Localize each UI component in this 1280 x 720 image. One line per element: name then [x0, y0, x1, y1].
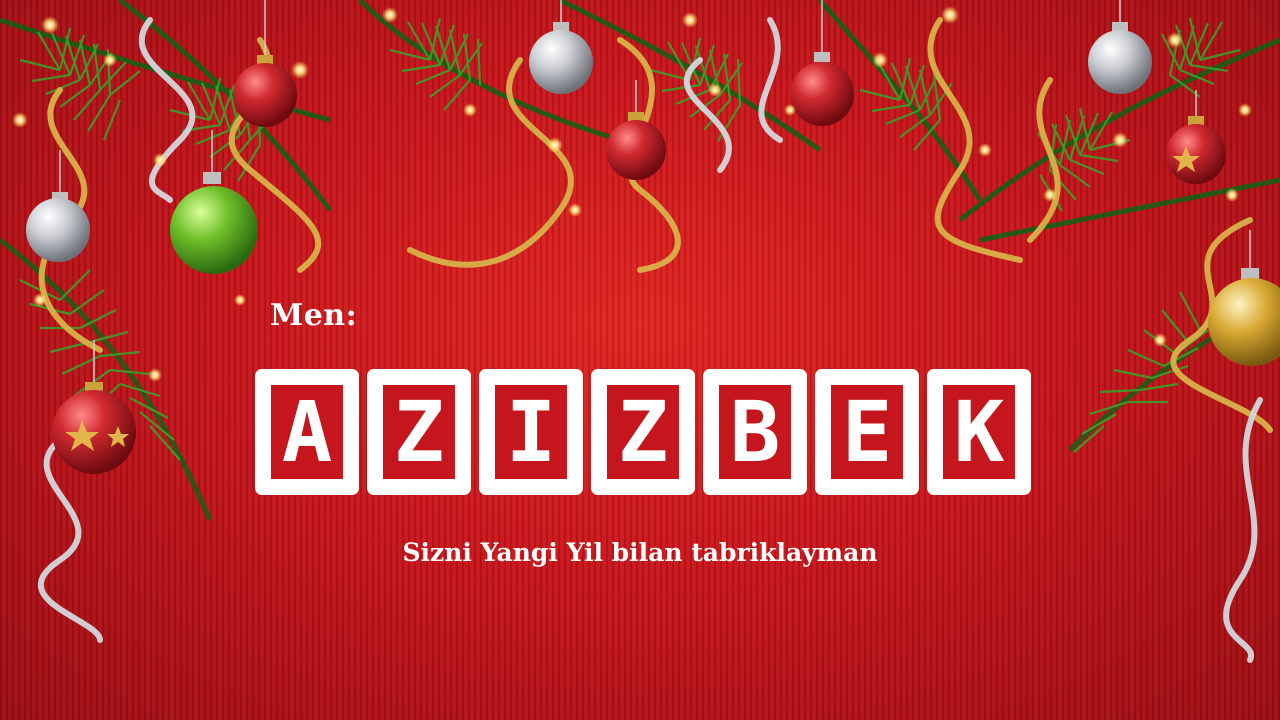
bauble-gold-1	[1208, 230, 1280, 366]
name-letter-tile	[258, 372, 356, 492]
bauble-silver-3	[1088, 0, 1152, 94]
name-letter-tile	[818, 372, 916, 492]
bauble-red-1	[233, 0, 297, 127]
bauble-red-star-2	[52, 340, 136, 474]
name-letter-tile	[930, 372, 1028, 492]
bauble-red-3	[790, 0, 854, 126]
name-letter: A	[267, 381, 347, 483]
name-letter-tile	[482, 372, 580, 492]
name-letter-tile	[706, 372, 804, 492]
name-letter-tile	[594, 372, 692, 492]
bauble-red-2	[606, 80, 666, 180]
pine-branches-left	[0, 240, 210, 520]
name-letter-tile	[370, 372, 468, 492]
name-letter: E	[827, 381, 907, 483]
name-letter: B	[715, 381, 795, 483]
name-letter: Z	[379, 381, 459, 483]
bauble-green-1	[170, 130, 258, 274]
name-letter: Z	[603, 381, 683, 483]
bauble-red-star-1	[1166, 90, 1226, 184]
greeting-text: Sizni Yangi Yil bilan tabriklayman	[402, 538, 878, 567]
name-letter: K	[939, 381, 1019, 483]
name-tiles	[258, 372, 1028, 498]
men-label: Men:	[270, 298, 358, 333]
name-letter: I	[491, 381, 571, 483]
